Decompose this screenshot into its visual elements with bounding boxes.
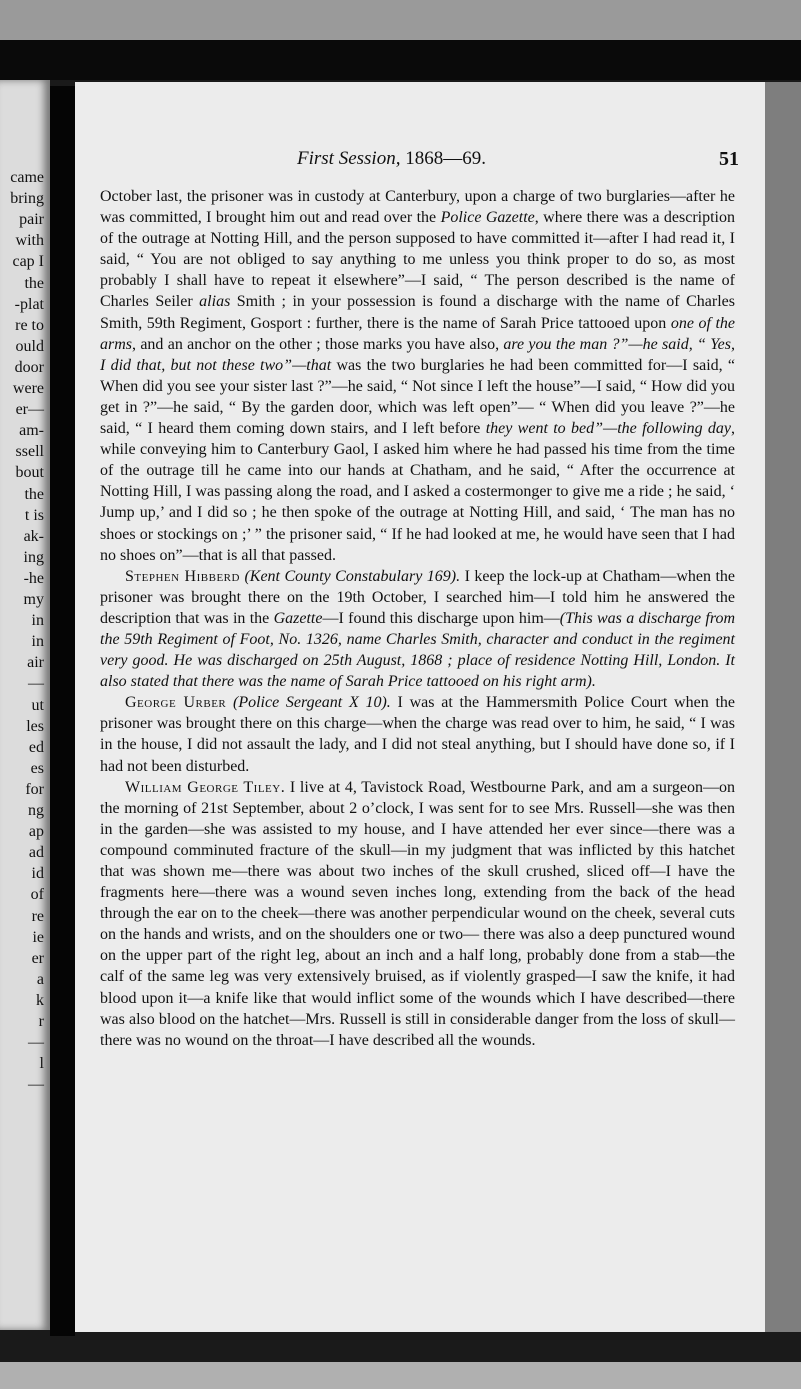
- facing-page-fragment: ap: [28, 823, 44, 841]
- publication-title: Police Gazette: [440, 209, 535, 227]
- facing-page-fragment: —: [28, 1076, 44, 1094]
- facing-page-fragment: bout: [15, 464, 44, 482]
- facing-page-fragment: -plat: [14, 295, 44, 313]
- text-run: , where there was a description of the outrage at Notting Hill, and the person supposed to have committed it—after I had read it, I said, “ You are not obliged to say anything to me unless you think proper to do so, as most probably I shall have to repeat it elsewhere”—I said, “ The person described is the name of Charles Seiler: [100, 209, 735, 311]
- paragraph-testimony-continued: [100, 186, 735, 566]
- facing-page-fragment: door: [14, 358, 44, 376]
- witness-name: Stephen Hibberd: [125, 567, 240, 585]
- book-page: [75, 82, 765, 1332]
- facing-page-fragment: cap I: [12, 253, 44, 271]
- text-run: I was at the Hammersmith Police Court when the prisoner was brought there on this charge—when the charge was read over to him, he said, “ I was in the house, I did not assault the lady, and I did not steal anything, but I should have done so, if I had not been disturbed.: [100, 694, 735, 775]
- facing-page-fragment: -he: [23, 569, 44, 587]
- paragraph-william-george-tiley: [100, 777, 735, 1051]
- facing-page-fragment: ad: [28, 844, 44, 862]
- witness-role: (Police Sergeant X 10).: [226, 694, 391, 712]
- italic-term: alias: [199, 293, 231, 311]
- italic-run: they went to bed”—the following day: [485, 420, 732, 438]
- facing-page-fragment: les: [26, 717, 44, 735]
- witness-role: (Kent County Constabulary 169).: [239, 567, 461, 585]
- session-years: 1868—69.: [405, 148, 486, 169]
- facing-page-fragment: es: [30, 759, 44, 777]
- facing-page-fragment: ould: [15, 337, 44, 355]
- facing-page-fragment: am-: [19, 422, 44, 440]
- page-number: 51: [719, 148, 739, 170]
- facing-page-fragment: —: [28, 1034, 44, 1052]
- page-body: [100, 186, 735, 1051]
- facing-page-fragment: in: [31, 633, 44, 651]
- facing-page-fragment: ut: [31, 696, 44, 714]
- text-run: I keep the lock-up at Chatham—when the prisoner was brought there on the 19th October, I searched him—I told him he answered the description that was in the: [100, 567, 736, 627]
- scan-bottom-margin: [0, 1362, 801, 1389]
- scan-top-margin: [0, 0, 801, 40]
- text-run: October last, the prisoner was in custody at Canterbury, upon a charge of two burglaries—after he was committed, I brought him out and read over the: [100, 188, 735, 227]
- paragraph-stephen-hibberd: [100, 566, 735, 693]
- text-run: Smith ; in your possession is found a discharge with the name of Charles Smith, 59th Regiment, Gosport : further, there is the name of Sarah Price tattooed upon: [100, 293, 735, 332]
- facing-page-fragment: a: [36, 970, 44, 988]
- publication-title: Gazette: [273, 609, 323, 627]
- text-run: —I found this discharge upon him—: [322, 609, 560, 627]
- facing-page-fragment: ng: [28, 802, 44, 819]
- italic-run: are you the man ?”—he said, “ Yes, I did that, but not these two”—that: [100, 335, 735, 374]
- facing-page-fragment: ssell: [15, 443, 44, 461]
- paragraph-george-urber: [100, 692, 735, 776]
- facing-page-fragment: in: [31, 612, 44, 630]
- facing-page-fragment: for: [25, 780, 44, 798]
- text-run: was the two burglaries he had been committed for—I said, “ When did you see your sister last ?”—he said, “ Not since I left the house”—I said, “ How did you get in ?”—he said, “ By the garden door, which was left open”— “ When did you leave ?”—he said, “ I heard them coming down stairs, and I left before: [100, 356, 736, 438]
- facing-page-fragment: l: [39, 1055, 44, 1073]
- witness-name: George Urber: [125, 694, 227, 712]
- facing-page-fragment: ed: [28, 738, 44, 756]
- facing-page-fragment: of: [30, 886, 44, 904]
- facing-page-fragment: the: [24, 274, 44, 292]
- scan-dark-bar: [0, 40, 801, 80]
- page-header: [75, 148, 765, 176]
- facing-page-fragment: re: [31, 907, 44, 925]
- facing-page-fragment: re to: [15, 316, 44, 334]
- session-title: First Session,: [297, 148, 401, 169]
- running-head: [297, 148, 486, 170]
- text-run: , while conveying him to Canterbury Gaol, I asked him where he had passed his time from the time of the outrage till he came into our hands at Chatham, and he said, “ After the occurrence at Notting Hill, I was passing along the road, and I asked a costermonger to give me a ride ; he said, ‘ Jump up,’ and I did so ; he then spoke of the outrage at Notting Hill, and said, ‘ The man has no shoes or stockings on ;’ ” the prisoner said, “ If he had looked at me, he would have seen that I had no shoes on”—that is all that passed.: [100, 420, 736, 564]
- facing-page-fragment: er: [31, 949, 44, 967]
- witness-name: William George Tiley.: [125, 778, 286, 796]
- text-run: I live at 4, Tavistock Road, Westbourne Park, and am a surgeon—on the morning of 21st September, about 2 o’clock, I was sent for to see Mrs. Russell—she was then in the garden—she was assisted to my house, and I have attended her ever since—there was a compound comminuted fracture of the skull—in my judgment that was inflicted by this hatchet that was shown me—there was about two inches of the skull crushed, sliced off—I have the fragments here—there was a wound seven inches long, extending from the back of the head through the ear on to the cheek—there was another perpendicular wound on the cheek, several cuts on the hands and wrists, and on the shoulders one or two— there was also a deep punctured wound on the upper part of the right leg, about an inch and a half long, probably done from a stab—the calf of the same leg was very extensively bruised, as if violently grasped—I saw the knife, it had blood upon it—a knife like that would inflict some of the wounds which I have described—there was also blood on the hatchet—Mrs. Russell is still in considerable danger from the loss of skull—there was no wound on the throat—I have described all the wounds.: [100, 778, 735, 1049]
- facing-page-fragment: ak-: [23, 527, 44, 545]
- facing-page-fragment: er—: [15, 401, 44, 419]
- facing-page-fragment: ing: [23, 548, 44, 566]
- book-gutter: [50, 86, 75, 1336]
- facing-page-fragment: came: [10, 169, 44, 186]
- facing-page-fragment: bring: [10, 190, 44, 208]
- facing-page-fragment: —: [28, 675, 44, 693]
- facing-page-fragment: with: [15, 232, 44, 250]
- facing-page-fragment: id: [31, 865, 44, 883]
- facing-page-fragment: were: [12, 380, 44, 397]
- facing-page-fragment: t is: [24, 506, 44, 524]
- facing-page-fragment: r: [38, 1013, 44, 1030]
- editorial-note: (This was a discharge from the 59th Regiment of Foot, No. 1326, name Charles Smith, character and conduct in the regiment very good. He was discharged on 25th August, 1868 ; place of residence Notting Hill, London. It also stated that there was the name of Sarah Price tattooed on his right arm).: [100, 609, 736, 691]
- scan-right-margin: [765, 82, 801, 1332]
- facing-page-fragment: pair: [19, 211, 44, 229]
- facing-page-fragment: k: [36, 991, 44, 1009]
- facing-page-fragment: the: [24, 485, 44, 503]
- facing-page-fragment: air: [27, 654, 44, 672]
- facing-page-fragment: ie: [32, 928, 44, 946]
- text-run: , and an anchor on the other ; those marks you have also,: [132, 335, 504, 353]
- facing-page-edge: [0, 80, 50, 1330]
- facing-page-fragment: my: [23, 591, 44, 608]
- italic-run: one of the arms: [100, 314, 736, 353]
